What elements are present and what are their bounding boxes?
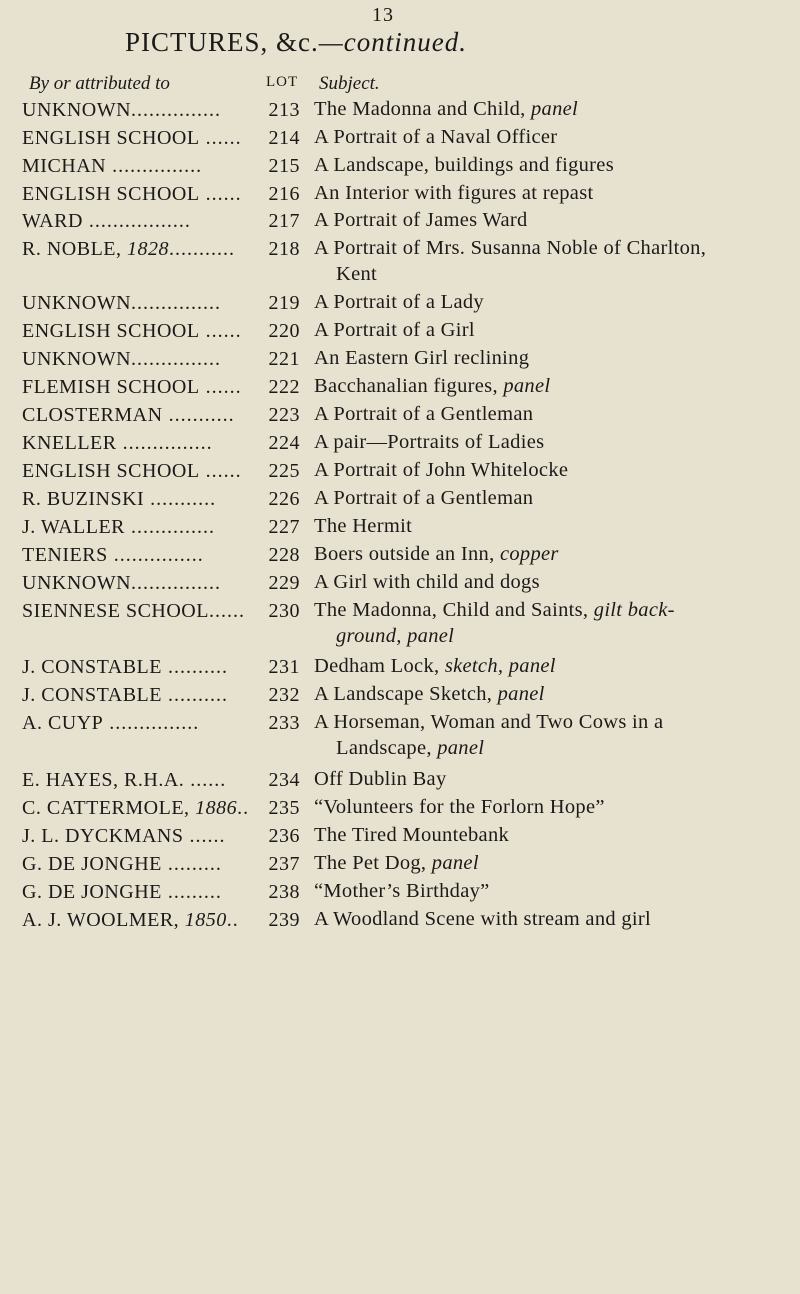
- lot-number: 234: [268, 769, 300, 791]
- dot-leader: ......: [199, 320, 242, 342]
- artist-name: UNKNOWN: [22, 292, 132, 314]
- dot-leader: ......: [183, 825, 226, 847]
- dot-leader: .........: [161, 881, 222, 903]
- artist-cell: [22, 236, 304, 262]
- subject-cell: [314, 654, 790, 680]
- dot-leader: ...............: [131, 292, 222, 314]
- artist-cell: [22, 851, 304, 877]
- subject-cell: [314, 402, 790, 428]
- artist-name: ENGLISH SCHOOL: [22, 127, 200, 149]
- subject-cell: [314, 514, 790, 540]
- dot-leader: ...........: [144, 488, 217, 510]
- lot-number: 230: [268, 600, 300, 622]
- dot-leader: ......: [184, 769, 227, 791]
- artist-name: CLOSTERMAN: [22, 404, 163, 426]
- artist-cell: [22, 346, 304, 372]
- artist-cell: [22, 542, 304, 568]
- artist-name: FLEMISH SCHOOL: [22, 376, 200, 398]
- lot-number: 232: [268, 684, 300, 706]
- subject-cell: [314, 767, 790, 793]
- page-number: 13: [372, 4, 394, 26]
- subject-cell: [314, 795, 790, 821]
- artist-name: C. CATTERMOLE, 1886: [22, 797, 238, 819]
- dot-leader: ...........: [162, 404, 235, 426]
- artist-cell: [22, 153, 304, 179]
- artist-name: J. L. DYCKMANS: [22, 825, 184, 847]
- dot-leader: ..: [237, 797, 250, 819]
- lot-number: 238: [268, 881, 300, 903]
- artist-name: J. CONSTABLE: [22, 656, 162, 678]
- subject-cell: [314, 907, 790, 933]
- artist-cell: [22, 208, 304, 234]
- artist-cell: [22, 879, 304, 905]
- artist-name: SIENNESE SCHOOL: [22, 600, 209, 622]
- subject-medium: copper: [499, 543, 559, 565]
- artist-name: KNELLER: [22, 432, 117, 454]
- artist-name: E. HAYES, R.H.A.: [22, 769, 185, 791]
- subject-text: The Hermit: [314, 515, 413, 537]
- subject-text: Bacchanalian figures,: [314, 375, 504, 397]
- subject-text: A Landscape Sketch,: [314, 683, 498, 705]
- column-heading-attributed: By or attributed to: [29, 73, 170, 94]
- lot-number: 224: [268, 432, 300, 454]
- dot-leader: ......: [208, 600, 245, 622]
- lot-number: 237: [268, 853, 300, 875]
- subject-text: A Horseman, Woman and Two Cows in a: [314, 711, 664, 733]
- dot-leader: ......: [199, 183, 242, 205]
- subject-cell: [314, 374, 790, 400]
- subject-medium: panel: [531, 98, 579, 120]
- lot-number: 223: [268, 404, 300, 426]
- artist-name: G. DE JONGHE: [22, 853, 162, 875]
- artist-name: R. BUZINSKI: [22, 488, 145, 510]
- artist-cell: [22, 458, 304, 484]
- subject-text: The Madonna, Child and Saints,: [314, 599, 594, 621]
- dot-leader: .........: [161, 853, 222, 875]
- artist-cell: [22, 682, 304, 708]
- dot-leader: .................: [82, 210, 191, 232]
- dot-leader: ......: [199, 376, 242, 398]
- artist-cell: [22, 290, 304, 316]
- dot-leader: ..........: [161, 656, 228, 678]
- subject-cell: [314, 682, 790, 708]
- subject-cell: [314, 208, 790, 234]
- artist-cell: [22, 907, 304, 933]
- subject-cell: [314, 879, 790, 905]
- subject-text: Dedham Lock,: [314, 655, 445, 677]
- dot-leader: ...........: [169, 238, 235, 260]
- subject-text: A Portrait of a Lady: [314, 291, 484, 313]
- artist-cell: [22, 374, 304, 400]
- subject-medium: panel: [437, 736, 485, 759]
- artist-cell: [22, 402, 304, 428]
- artist-cell: [22, 823, 304, 849]
- subject-cell: [314, 97, 790, 123]
- dot-leader: ...............: [106, 155, 203, 177]
- subject-text: A Portrait of a Gentleman: [314, 403, 534, 425]
- column-heading-subject: Subject.: [319, 73, 380, 94]
- subject-cell: [314, 236, 790, 287]
- artist-name: UNKNOWN: [22, 348, 132, 370]
- subject-cell: [314, 823, 790, 849]
- subject-cell: [314, 181, 790, 207]
- subject-text: The Tired Mountebank: [314, 824, 510, 846]
- subject-text: A pair—Portraits of Ladies: [314, 431, 545, 453]
- artist-name: ENGLISH SCHOOL: [22, 460, 200, 482]
- artist-cell: [22, 795, 304, 821]
- dot-leader: ......: [199, 460, 242, 482]
- subject-medium: panel: [431, 852, 479, 874]
- subject-text: A Landscape, buildings and figures: [314, 154, 614, 176]
- page-header-continued: —continued.: [318, 27, 467, 57]
- artist-cell: [22, 125, 304, 151]
- lot-number: 233: [268, 712, 300, 734]
- artist-name: ENGLISH SCHOOL: [22, 183, 200, 205]
- subject-cell: [314, 346, 790, 372]
- artist-name: A. CUYP: [22, 712, 104, 734]
- subject-cell: [314, 318, 790, 344]
- subject-text: The Madonna and Child,: [314, 98, 531, 120]
- lot-number: 217: [268, 210, 300, 232]
- subject-text: An Eastern Girl reclining: [314, 347, 530, 369]
- artist-name: UNKNOWN: [22, 99, 132, 121]
- subject-cell: [314, 598, 790, 649]
- subject-cell: [314, 570, 790, 596]
- subject-medium: panel: [497, 683, 545, 705]
- subject-text-second-line: Landscape,: [336, 736, 438, 759]
- artist-cell: [22, 97, 304, 123]
- lot-number: 219: [268, 292, 300, 314]
- artist-cell: [22, 767, 304, 793]
- column-heading-lot: LOT: [266, 74, 299, 90]
- lot-number: 222: [268, 376, 300, 398]
- artist-name: J. CONSTABLE: [22, 684, 162, 706]
- subject-text: A Portrait of James Ward: [314, 209, 528, 231]
- subject-text: A Woodland Scene with stream and girl: [314, 908, 652, 930]
- lot-number: 228: [268, 544, 300, 566]
- artist-name: J. WALLER: [22, 516, 126, 538]
- lot-number: 216: [268, 183, 300, 205]
- lot-number: 221: [268, 348, 300, 370]
- lot-number: 214: [268, 127, 300, 149]
- subject-cell: [314, 290, 790, 316]
- lot-number: 215: [268, 155, 300, 177]
- subject-text-continued: [314, 736, 790, 762]
- subject-medium: gilt back-: [593, 599, 675, 621]
- subject-text: “Volunteers for the Forlorn Hope”: [314, 796, 605, 818]
- artist-cell: [22, 514, 304, 540]
- subject-cell: [314, 851, 790, 877]
- page-header: [125, 27, 467, 58]
- subject-text: Boers outside an Inn,: [314, 543, 500, 565]
- lot-number: 235: [268, 797, 300, 819]
- subject-medium-continued: ground, panel: [336, 624, 455, 647]
- dot-leader: ..........: [161, 684, 228, 706]
- subject-text: A Portrait of John Whitelocke: [314, 459, 569, 481]
- lot-number: 236: [268, 825, 300, 847]
- subject-medium: panel: [503, 375, 551, 397]
- subject-text: A Girl with child and dogs: [314, 571, 540, 593]
- subject-cell: [314, 710, 790, 761]
- dot-leader: ...............: [131, 348, 222, 370]
- lot-number: 225: [268, 460, 300, 482]
- page-header-title: PICTURES, &c.: [125, 27, 319, 57]
- lot-number: 239: [268, 909, 300, 931]
- subject-text: “Mother’s Birthday”: [314, 880, 490, 902]
- lot-number: 213: [268, 99, 300, 121]
- dot-leader: ...............: [131, 99, 222, 121]
- artist-cell: [22, 318, 304, 344]
- dot-leader: ...............: [107, 544, 204, 566]
- artist-name: MICHAN: [22, 155, 107, 177]
- artist-cell: [22, 654, 304, 680]
- subject-cell: [314, 542, 790, 568]
- artist-cell: [22, 430, 304, 456]
- artist-cell: [22, 710, 304, 736]
- subject-cell: [314, 486, 790, 512]
- subject-text: The Pet Dog,: [314, 852, 432, 874]
- subject-cell: [314, 458, 790, 484]
- lot-number: 220: [268, 320, 300, 342]
- artist-name: R. NOBLE, 1828: [22, 238, 169, 260]
- artist-cell: [22, 570, 304, 596]
- lot-number: 231: [268, 656, 300, 678]
- artist-name: WARD: [22, 210, 83, 232]
- artist-name: ENGLISH SCHOOL: [22, 320, 200, 342]
- dot-leader: ..............: [125, 516, 216, 538]
- dot-leader: ......: [199, 127, 242, 149]
- subject-text: A Portrait of a Girl: [314, 319, 475, 341]
- subject-text: An Interior with figures at repast: [314, 182, 594, 204]
- artist-cell: [22, 486, 304, 512]
- subject-cell: [314, 430, 790, 456]
- subject-cell: [314, 153, 790, 179]
- subject-text: A Portrait of a Naval Officer: [314, 126, 558, 148]
- subject-text: A Portrait of a Gentleman: [314, 487, 534, 509]
- subject-text: A Portrait of Mrs. Susanna Noble of Charlton,: [314, 237, 707, 259]
- lot-number: 227: [268, 516, 300, 538]
- artist-cell: [22, 598, 304, 624]
- artist-cell: [22, 181, 304, 207]
- lot-number: 226: [268, 488, 300, 510]
- dot-leader: ...............: [131, 572, 222, 594]
- subject-text: Off Dublin Bay: [314, 768, 447, 790]
- dot-leader: ...............: [103, 712, 200, 734]
- subject-text-continued: Kent: [336, 262, 378, 285]
- subject-medium: sketch, panel: [444, 655, 556, 677]
- artist-name: G. DE JONGHE: [22, 881, 162, 903]
- subject-cell: [314, 125, 790, 151]
- dot-leader: ...............: [116, 432, 213, 454]
- artist-name: TENIERS: [22, 544, 108, 566]
- artist-name: A. J. WOOLMER, 1850: [22, 909, 227, 931]
- lot-number: 229: [268, 572, 300, 594]
- dot-leader: ..: [226, 909, 239, 931]
- lot-number: 218: [268, 238, 300, 260]
- artist-name: UNKNOWN: [22, 572, 132, 594]
